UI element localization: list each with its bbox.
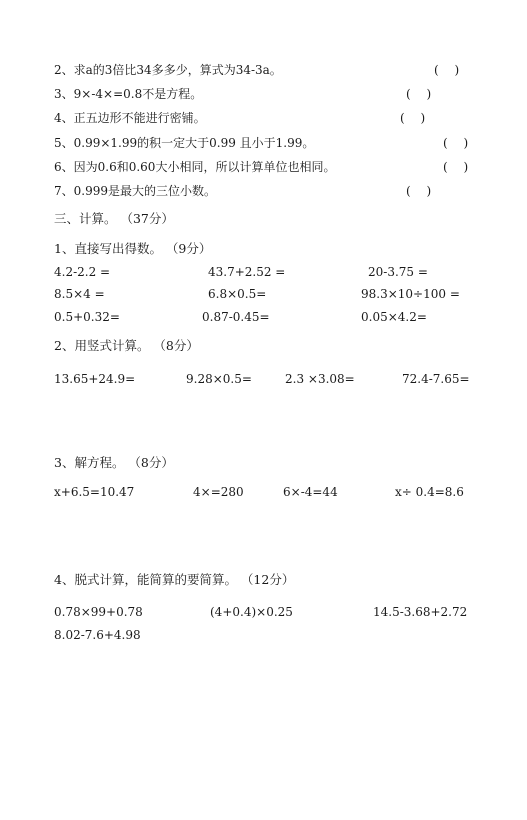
judge-answer-box-4[interactable]: ( ) xyxy=(400,111,426,125)
direct-expr: 0.87-0.45= xyxy=(202,310,270,324)
judge-answer-box-3[interactable]: ( ) xyxy=(406,87,432,101)
stepwise-expr: 8.02-7.6+4.98 xyxy=(54,628,141,642)
judge-answer-box-7[interactable]: ( ) xyxy=(406,184,432,198)
direct-expr: 43.7+2.52 = xyxy=(208,265,286,279)
vertical-expr: 2.3 ×3.08= xyxy=(285,372,355,386)
judge-item-4: 4、正五边形不能进行密铺。 xyxy=(54,111,206,125)
equation: 6×-4=44 xyxy=(283,485,338,499)
stepwise-title: 4、脱式计算，能简算的要简算。 （12分） xyxy=(54,572,295,587)
direct-expr: 4.2-2.2 = xyxy=(54,265,111,279)
section-calc-title: 三、计算。 （37分） xyxy=(54,211,174,226)
equation: x÷ 0.4=8.6 xyxy=(395,485,464,499)
vertical-expr: 13.65+24.9= xyxy=(54,372,136,386)
stepwise-expr: 14.5-3.68+2.72 xyxy=(373,605,468,619)
judge-item-2: 2、求a的3倍比34多多少，算式为34-3a。 xyxy=(54,63,282,77)
equations-title: 3、解方程。 （8分） xyxy=(54,455,174,470)
direct-expr: 0.5+0.32= xyxy=(54,310,120,324)
direct-expr: 8.5×4 = xyxy=(54,287,105,301)
stepwise-expr: 0.78×99+0.78 xyxy=(54,605,143,619)
judge-answer-box-6[interactable]: ( ) xyxy=(443,160,469,174)
equation: x+6.5=10.47 xyxy=(54,485,135,499)
judge-item-6: 6、因为0.6和0.60大小相同，所以计算单位也相同。 xyxy=(54,160,336,174)
judge-item-7: 7、0.999是最大的三位小数。 xyxy=(54,184,216,198)
equation: 4×=280 xyxy=(193,485,244,499)
judge-answer-box-2[interactable]: ( ) xyxy=(434,63,460,77)
vertical-expr: 9.28×0.5= xyxy=(186,372,252,386)
stepwise-expr: (4+0.4)×0.25 xyxy=(210,605,293,619)
judge-item-3: 3、9×-4×=0.8不是方程。 xyxy=(54,87,203,101)
vertical-calc-title: 2、用竖式计算。 （8分） xyxy=(54,338,199,353)
direct-expr: 0.05×4.2= xyxy=(361,310,427,324)
direct-expr: 98.3×10÷100 = xyxy=(361,287,460,301)
judge-answer-box-5[interactable]: ( ) xyxy=(443,136,469,150)
direct-calc-title: 1、直接写出得数。 （9分） xyxy=(54,241,212,256)
direct-expr: 20-3.75 = xyxy=(368,265,428,279)
vertical-expr: 72.4-7.65= xyxy=(402,372,470,386)
judge-item-5: 5、0.99×1.99的积一定大于0.99 且小于1.99。 xyxy=(54,136,315,150)
direct-expr: 6.8×0.5= xyxy=(208,287,267,301)
